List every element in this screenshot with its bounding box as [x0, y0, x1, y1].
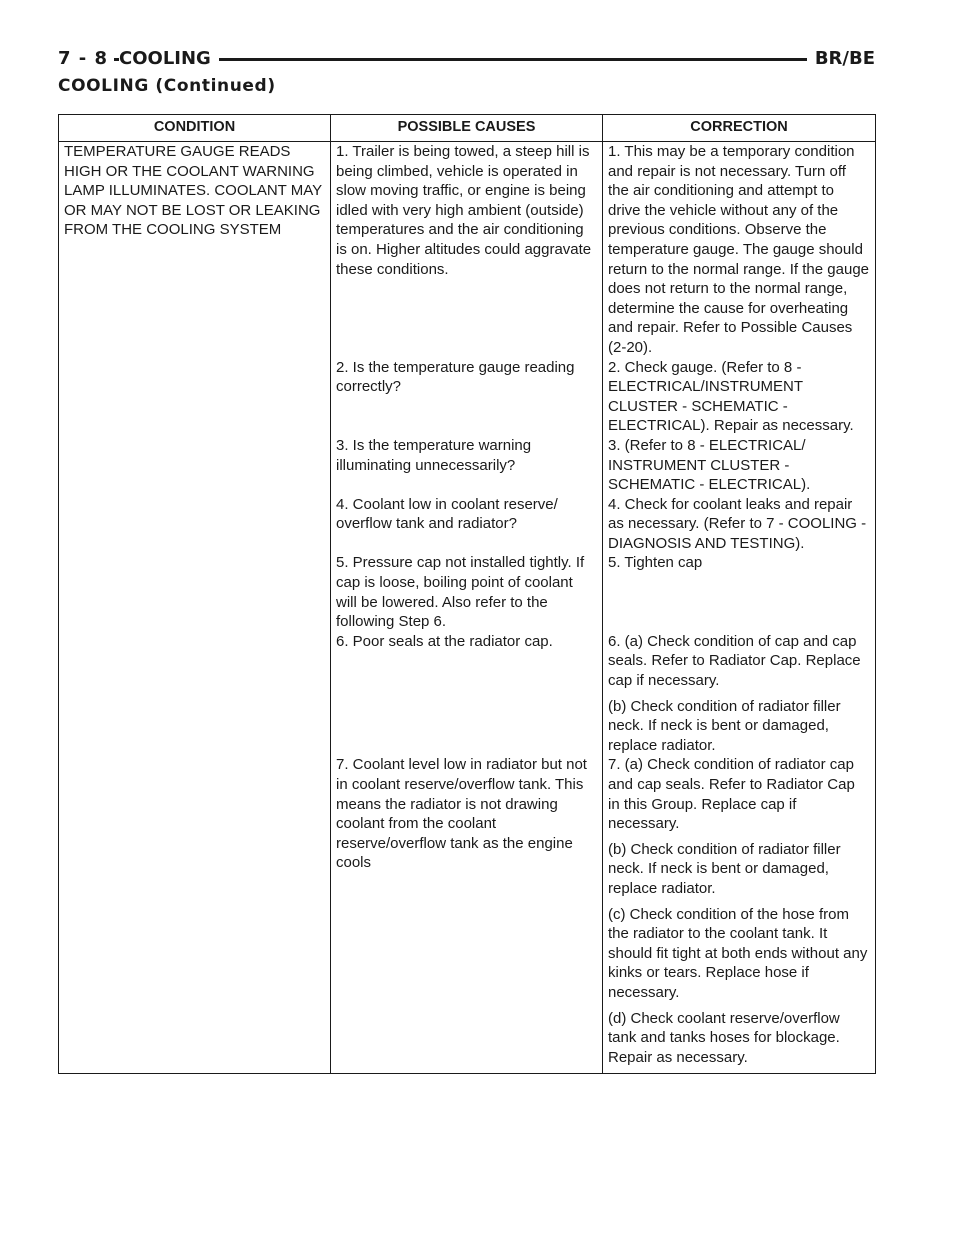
- table-row: [59, 495, 876, 554]
- table-row: [59, 632, 876, 756]
- possible-cause-cell: [331, 632, 603, 756]
- correction-text: (b) Check condition of radiator filler neck. If neck is bent or damaged, replace radiator.: [608, 840, 841, 897]
- correction-cell: [603, 142, 876, 358]
- condition-cell: [59, 142, 331, 358]
- column-header-correction: CORRECTION: [603, 115, 876, 142]
- correction-cell: [603, 436, 876, 495]
- correction-cell: [603, 358, 876, 436]
- table-row: [59, 358, 876, 436]
- possible-cause-cell: [331, 553, 603, 631]
- continued-title: COOLING (Continued): [58, 76, 276, 96]
- correction-text: 6. (a) Check condition of cap and cap seals. Refer to Radiator Cap. Replace cap if necessary.: [608, 632, 861, 690]
- correction-text: 5. Tighten cap: [608, 554, 703, 572]
- correction-cell: [603, 755, 876, 1073]
- correction-cell: [603, 495, 876, 554]
- table-header-row: [59, 115, 876, 142]
- page-header: [58, 42, 875, 76]
- condition-cell: [59, 553, 331, 631]
- column-header-possible-causes: POSSIBLE CAUSES: [331, 115, 603, 142]
- condition-cell: [59, 358, 331, 436]
- possible-cause-text: 6. Poor seals at the radiator cap.: [336, 632, 553, 650]
- correction-text: (c) Check condition of the hose from the radiator to the coolant tank. It should fit tight at both ends without any kinks or tears. Replace hose if necessary.: [608, 905, 868, 1001]
- condition-cell: [59, 495, 331, 554]
- possible-cause-text: 2. Is the temperature gauge reading correctly?: [336, 358, 575, 396]
- table-body: [59, 142, 876, 1074]
- correction-text: 4. Check for coolant leaks and repair as necessary. (Refer to 7 - COOLING - DIAGNOSIS AND TESTING).: [608, 495, 867, 552]
- possible-cause-cell: [331, 436, 603, 495]
- possible-cause-cell: [331, 755, 603, 1073]
- possible-cause-text: 7. Coolant level low in radiator but not in coolant reserve/overflow tank. This means the radiator is not drawing coolant from the coolant reserve/overflow tank as the engine cools: [336, 756, 587, 872]
- table-row: [59, 553, 876, 631]
- diagnosis-table: [58, 114, 876, 1074]
- correction-cell: [603, 553, 876, 631]
- table-row: [59, 436, 876, 495]
- possible-cause-text: 5. Pressure cap not installed tightly. If cap is loose, boiling point of coolant will be lowered. Also refer to the following Step 6.: [336, 554, 585, 631]
- correction-text: (d) Check coolant reserve/overflow tank and tanks hoses for blockage. Repair as necessary.: [608, 1009, 840, 1066]
- possible-cause-cell: [331, 142, 603, 358]
- correction-cell: [603, 632, 876, 756]
- condition-cell: [59, 755, 331, 1073]
- correction-text: 3. (Refer to 8 - ELECTRICAL/ INSTRUMENT CLUSTER - SCHEMATIC - ELECTRICAL).: [608, 436, 811, 494]
- possible-cause-text: 1. Trailer is being towed, a steep hill is being climbed, vehicle is operated in slow moving traffic, or engine is being idled with very high ambient (outside) temperatures and the air conditioning is on. Higher altitudes could aggravate these conditions.: [336, 143, 592, 278]
- correction-text: 7. (a) Check condition of radiator cap and cap seals. Refer to Radiator Cap in this Group. Replace cap if necessary.: [608, 756, 855, 833]
- table-row: [59, 142, 876, 358]
- possible-cause-text: 4. Coolant low in coolant reserve/ overflow tank and radiator?: [336, 495, 558, 533]
- section-title: COOLING: [119, 42, 219, 76]
- correction-text: 1. This may be a temporary condition and repair is not necessary. Turn off the air conditioning and attempt to drive the vehicle without any of the previous conditions. Observe the temperature gauge. The gauge should return to the normal range. If the gauge does not return to the normal range, determine the cause for overheating and repair. Refer to Possible Causes (2-20).: [608, 143, 869, 356]
- condition-cell: [59, 436, 331, 495]
- condition-text: TEMPERATURE GAUGE READS HIGH OR THE COOLANT WARNING LAMP ILLUMINATES. COOLANT MAY OR MAY NOT BE LOST OR LEAKING FROM THE COOLING SYSTEM: [64, 143, 322, 239]
- page-number: 7 - 8: [58, 42, 114, 76]
- correction-text: (b) Check condition of radiator filler neck. If neck is bent or damaged, replace radiator.: [608, 697, 841, 754]
- possible-cause-cell: [331, 358, 603, 436]
- table-row: [59, 755, 876, 1073]
- possible-cause-cell: [331, 495, 603, 554]
- column-header-condition: CONDITION: [59, 115, 331, 142]
- condition-cell: [59, 632, 331, 756]
- model-code: BR/BE: [807, 42, 875, 76]
- possible-cause-text: 3. Is the temperature warning illuminating unnecessarily?: [336, 436, 532, 474]
- correction-text: 2. Check gauge. (Refer to 8 - ELECTRICAL/INSTRUMENT CLUSTER - SCHEMATIC - ELECTRICAL). Repair as necessary.: [608, 358, 854, 435]
